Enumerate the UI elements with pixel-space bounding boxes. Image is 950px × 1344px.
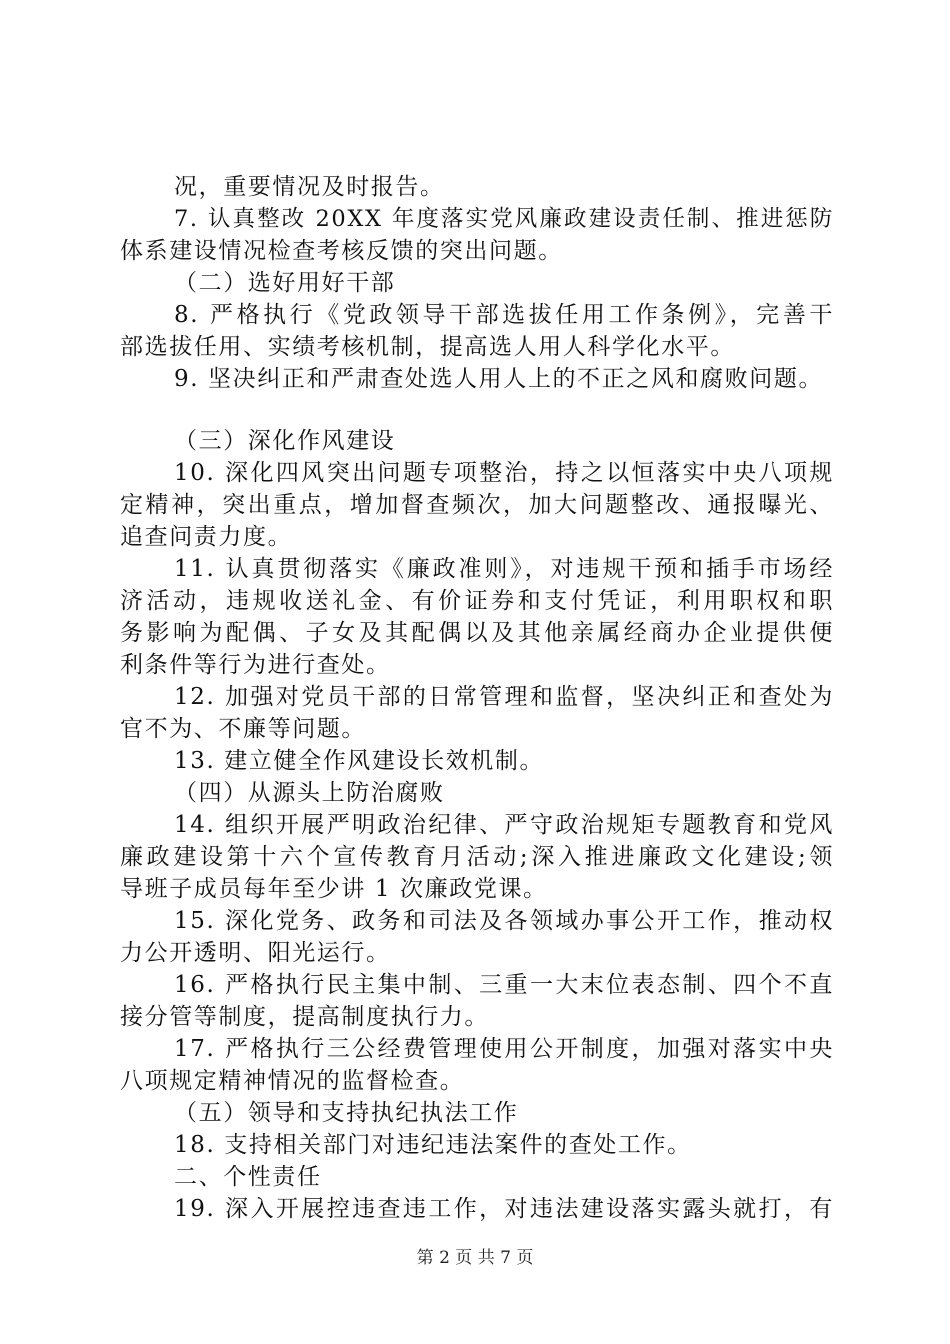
document-body xyxy=(120,171,834,1225)
text-line: 12. 加强对党员干部的日常管理和监督，坚决纠正和查处为 xyxy=(174,684,834,710)
text-line: 13. 建立健全作风建设长效机制。 xyxy=(174,748,545,774)
text-line: 务影响为配偶、子女及其配偶以及其他亲属经商办企业提供便 xyxy=(120,620,834,646)
text-line: 部选拔任用、实绩考核机制，提高选人用人科学化水平。 xyxy=(120,334,735,360)
text-line: 况，重要情况及时报告。 xyxy=(174,174,445,200)
text-line: 19. 深入开展控违查违工作，对违法建设落实露头就打，有 xyxy=(174,1196,834,1222)
text-line: 18. 支持相关部门对违纪违法案件的查处工作。 xyxy=(174,1132,692,1158)
section-heading: （三）深化作风建设 xyxy=(174,428,396,454)
text-line: 11. 认真贯彻落实《廉政准则》，对违规干预和插手市场经 xyxy=(174,556,834,582)
section-heading: （四）从源头上防治腐败 xyxy=(174,780,445,806)
text-line: 廉政建设第十六个宣传教育月活动;深入推进廉政文化建设;领 xyxy=(120,844,834,870)
text-line: 八项规定精神情况的监督检查。 xyxy=(120,1068,465,1094)
text-line: 14. 组织开展严明政治纪律、严守政治规矩专题教育和党风 xyxy=(174,812,834,838)
text-line: 导班子成员每年至少讲 1 次廉政党课。 xyxy=(120,876,548,902)
text-line: 利条件等行为进行查处。 xyxy=(120,652,391,678)
text-line: 定精神，突出重点，增加督查频次，加大问题整改、通报曝光、 xyxy=(120,492,834,518)
paragraph-gap xyxy=(120,395,834,425)
text-line: 17. 严格执行三公经费管理使用公开制度，加强对落实中央 xyxy=(174,1036,834,1062)
text-line: 16. 严格执行民主集中制、三重一大末位表态制、四个不直 xyxy=(174,972,834,998)
page-number-footer: 第 2 页 共 7 页 xyxy=(416,1248,534,1268)
text-line: 力公开透明、阳光运行。 xyxy=(120,940,391,966)
section-heading: （二）选好用好干部 xyxy=(174,270,396,296)
text-line: 10. 深化四风突出问题专项整治，持之以恒落实中央八项规 xyxy=(174,460,834,486)
text-line: 接分管等制度，提高制度执行力。 xyxy=(120,1004,489,1030)
text-line: 追查问责力度。 xyxy=(120,524,293,550)
section-heading: （五）领导和支持执纪执法工作 xyxy=(174,1100,519,1126)
text-line: 济活动，违规收送礼金、有价证券和支付凭证，利用职权和职 xyxy=(120,588,834,614)
text-line: 15. 深化党务、政务和司法及各领域办事公开工作，推动权 xyxy=(174,908,834,934)
text-line: 体系建设情况检查考核反馈的突出问题。 xyxy=(120,238,563,264)
text-line: 8. 严格执行《党政领导干部选拔任用工作条例》，完善干 xyxy=(174,302,834,328)
text-line: 官不为、不廉等问题。 xyxy=(120,716,366,742)
text-line: 9. 坚决纠正和严肃查处选人用人上的不正之风和腐败问题。 xyxy=(174,366,824,392)
text-line: 7. 认真整改 20XX 年度落实党风廉政建设责任制、推进惩防 xyxy=(174,206,834,232)
section-heading: 二、个性责任 xyxy=(174,1164,322,1190)
